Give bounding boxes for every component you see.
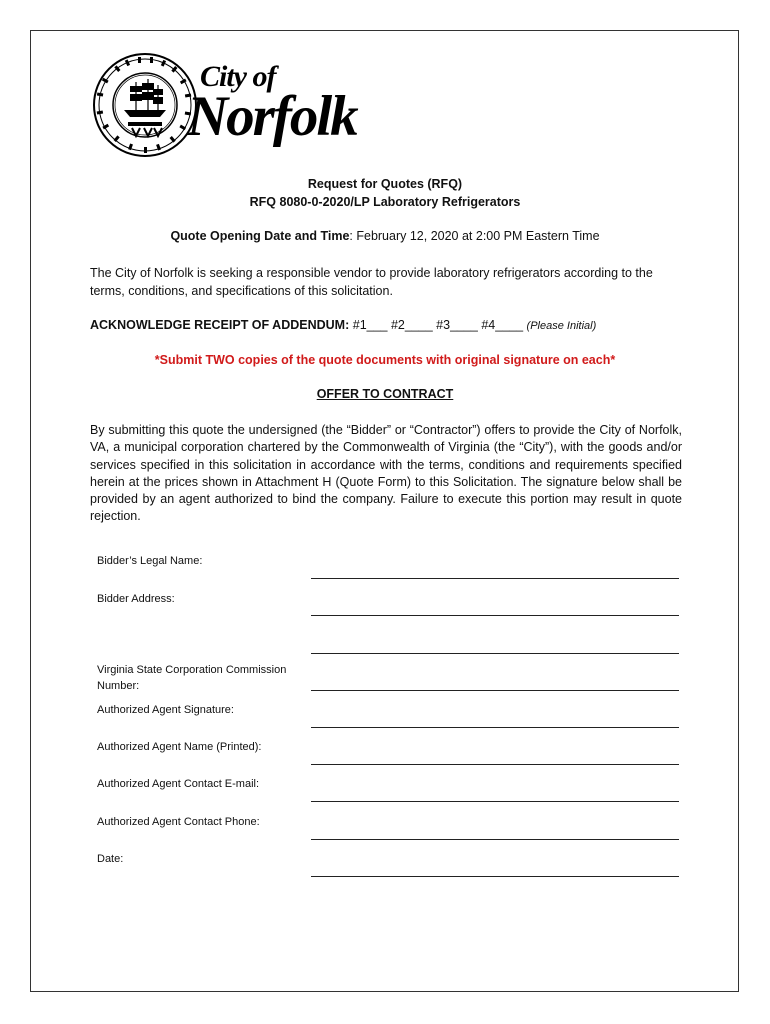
address-line-2[interactable]: [311, 653, 679, 654]
document-title: Request for Quotes (RFQ): [307, 177, 463, 191]
email-label: Authorized Agent Contact E-mail:: [97, 778, 260, 790]
rfq-number-title: RFQ 8080-0-2020/LP Laboratory Refrigerators: [249, 195, 521, 209]
offer-heading: OFFER TO CONTRACT: [316, 387, 454, 401]
address-line-1[interactable]: [311, 615, 679, 616]
legal-name-label: Bidder’s Legal Name:: [97, 555, 203, 567]
logo-norfolk-text: Norfolk: [187, 85, 357, 148]
date-label: Date:: [97, 853, 124, 865]
phone-label: Authorized Agent Contact Phone:: [97, 816, 260, 828]
legal-name-line[interactable]: [311, 578, 679, 579]
printed-name-label: Authorized Agent Name (Printed):: [97, 741, 262, 753]
submit-copies-notice: *Submit TWO copies of the quote documents with original signature on each*: [154, 353, 616, 367]
email-line[interactable]: [311, 801, 679, 802]
scc-number-label: Virginia State Corporation Commission Number:: [97, 664, 287, 692]
address-label: Bidder Address:: [97, 593, 175, 605]
addendum-initial-blanks: #1___ #2____ #3____ #4____: [352, 318, 524, 332]
scc-number-line[interactable]: [311, 690, 679, 691]
acknowledge-label: ACKNOWLEDGE RECEIPT OF ADDENDUM:: [90, 318, 350, 332]
city-of-norfolk-logo: [92, 52, 382, 162]
phone-line[interactable]: [311, 839, 679, 840]
acknowledge-addendum: [90, 318, 596, 332]
date-line[interactable]: [311, 876, 679, 877]
intro-paragraph: The City of Norfolk is seeking a responsible vendor to provide laboratory refrigerators according to the terms, conditions, and specifications of this solicitation.: [90, 266, 653, 298]
signature-label: Authorized Agent Signature:: [97, 704, 234, 716]
signature-line[interactable]: [311, 727, 679, 728]
offer-paragraph: By submitting this quote the undersigned (the “Bidder” or “Contractor”) offers to provide the City of Norfolk, VA, a municipal corporation chartered by the Commonwealth of Virginia (the “City”), with the goods and/or services specified in this solicitation in accordance with the terms, conditions and requirements specified herein at the prices shown in Attachment H (Quote Form) to this Solicitation. The signature below shall be provided by an agent authorized to bind the company. Failure to execute this portion may result in quote rejection.: [90, 423, 682, 524]
city-seal-icon: [92, 52, 198, 158]
quote-opening-value: : February 12, 2020 at 2:00 PM Eastern Time: [349, 229, 600, 243]
logo-city-text: City of: [200, 60, 276, 93]
quote-opening-label: Quote Opening Date and Time: [170, 229, 350, 243]
please-initial-note: (Please Initial): [526, 320, 597, 332]
printed-name-line[interactable]: [311, 764, 679, 765]
quote-opening-line: [0, 229, 770, 243]
